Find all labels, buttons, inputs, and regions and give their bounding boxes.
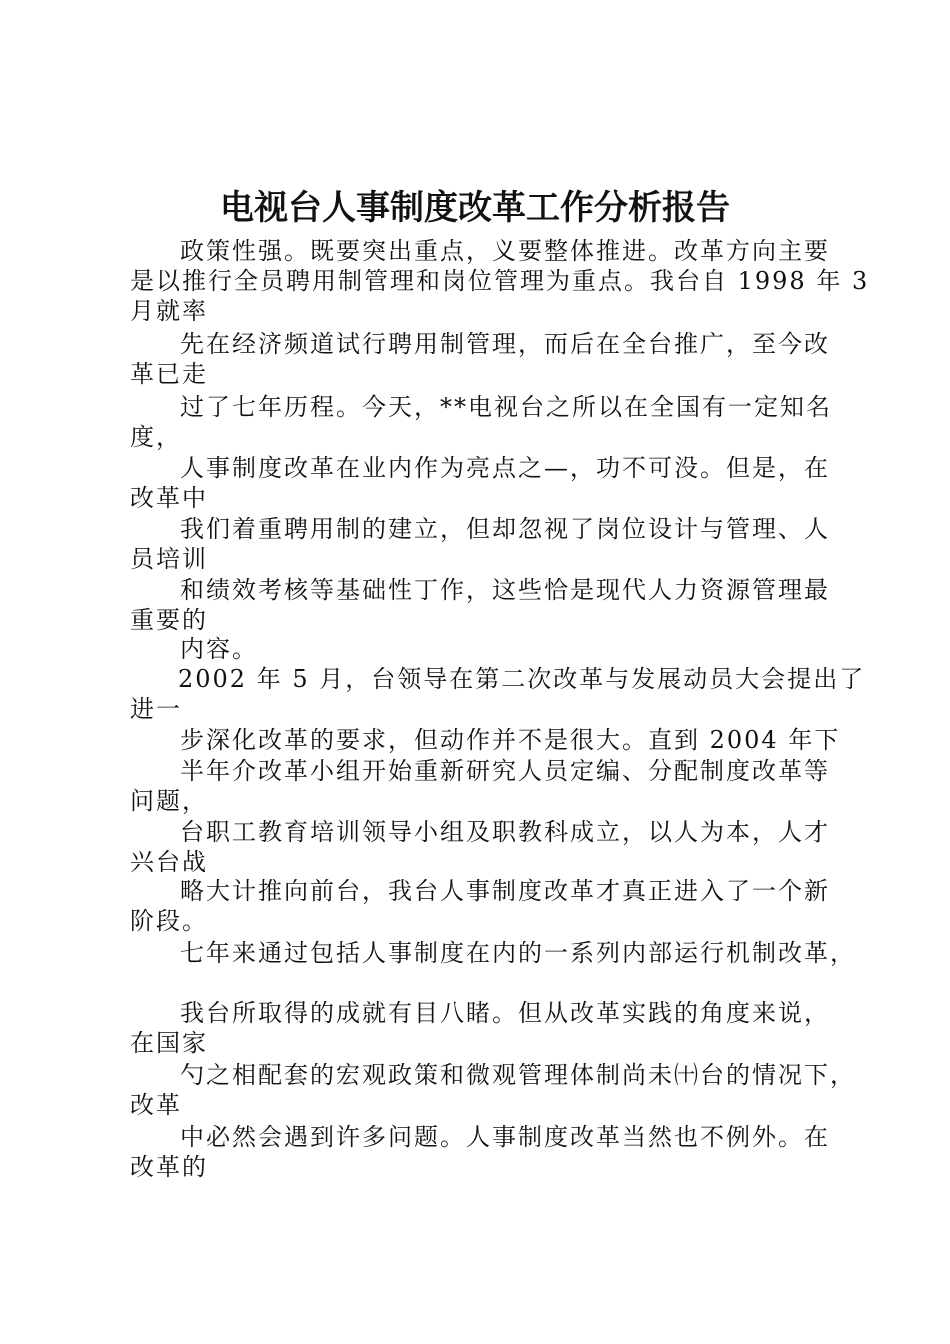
paragraph-line: 七年来通过包括人事制度在内的一系列内部运行机制改革， <box>180 939 856 967</box>
paragraph-line: 政策性强。既要突出重点，义要整体推进。改革方向主要 <box>180 237 830 265</box>
paragraph-line: 步深化改革的要求，但动作并不是很大。直到 2004 年下 <box>180 726 841 754</box>
paragraph-1 <box>130 236 870 326</box>
paragraph-line: 革已走 <box>130 360 208 388</box>
paragraph-line: 中必然会遇到许多问题。人事制度改革当然也不例外。在 <box>180 1123 830 1151</box>
paragraph-line: 重要的 <box>130 606 208 634</box>
paragraph-line: 台职工教育培训领导小组及职教科成立，以人为本，人才 <box>180 818 830 846</box>
paragraph-line: 改革的 <box>130 1153 208 1181</box>
paragraph-5 <box>130 514 840 574</box>
paragraph-8 <box>130 664 866 724</box>
paragraph-line: 进一 <box>130 695 182 723</box>
paragraph-line: 我台所取得的成就有目八睹。但从改革实践的角度来说， <box>180 999 830 1027</box>
paragraph-10 <box>130 756 840 816</box>
paragraph-line: 问题， <box>130 787 208 815</box>
paragraph-line: 略大计推向前台，我台人事制度改革才真正进入了一个新 <box>180 877 830 905</box>
paragraph-line: 和绩效考核等基础性丁作，这些恰是现代人力资源管理最 <box>180 576 830 604</box>
paragraph-line: 内容。 <box>180 635 258 663</box>
paragraph-line: 2002 年 5 月，台领导在第二次改革与发展动员大会提出了 <box>178 665 866 693</box>
paragraph-line: 半年介改革小组开始重新研究人员定编、分配制度改革等 <box>180 757 830 785</box>
paragraph-line: 改革 <box>130 1091 182 1119</box>
paragraph-16 <box>130 1122 840 1182</box>
paragraph-6 <box>130 575 840 635</box>
document-title: 电视台人事制度改革工作分析报告 <box>220 188 730 228</box>
paragraph-15 <box>130 1060 856 1120</box>
paragraph-line: 人事制度改革在业内作为亮点之—，功不可没。但是，在 <box>180 454 830 482</box>
paragraph-11 <box>130 817 840 877</box>
paragraph-line: 阶段。 <box>130 907 208 935</box>
paragraph-14 <box>130 998 840 1058</box>
paragraph-7 <box>130 634 840 664</box>
paragraph-line: 是以推行全员聘用制管理和岗位管理为重点。我台自 1998 年 3 <box>130 267 870 295</box>
paragraph-line: 改革中 <box>130 484 208 512</box>
paragraph-13 <box>130 938 856 968</box>
paragraph-line: 兴台战 <box>130 848 208 876</box>
paragraph-line: 我们着重聘用制的建立，但却忽视了岗位设计与管理、人 <box>180 515 830 543</box>
paragraph-line: 在国家 <box>130 1029 208 1057</box>
paragraph-line: 勺之相配套的宏观政策和微观管理体制尚未㈩台的情况下， <box>180 1061 856 1089</box>
paragraph-line: 先在经济频道试行聘用制管理，而后在全台推广，至今改 <box>180 330 830 358</box>
paragraph-line: 过了七年历程。今天，**电视台之所以在全国有一定知名 <box>180 393 832 421</box>
paragraph-4 <box>130 453 840 513</box>
paragraph-2 <box>130 329 840 389</box>
paragraph-12 <box>130 876 840 936</box>
paragraph-line: 员培训 <box>130 545 208 573</box>
paragraph-line: 度， <box>130 423 182 451</box>
paragraph-9 <box>130 725 840 755</box>
paragraph-line: 月就率 <box>130 297 208 325</box>
paragraph-3 <box>130 392 840 452</box>
